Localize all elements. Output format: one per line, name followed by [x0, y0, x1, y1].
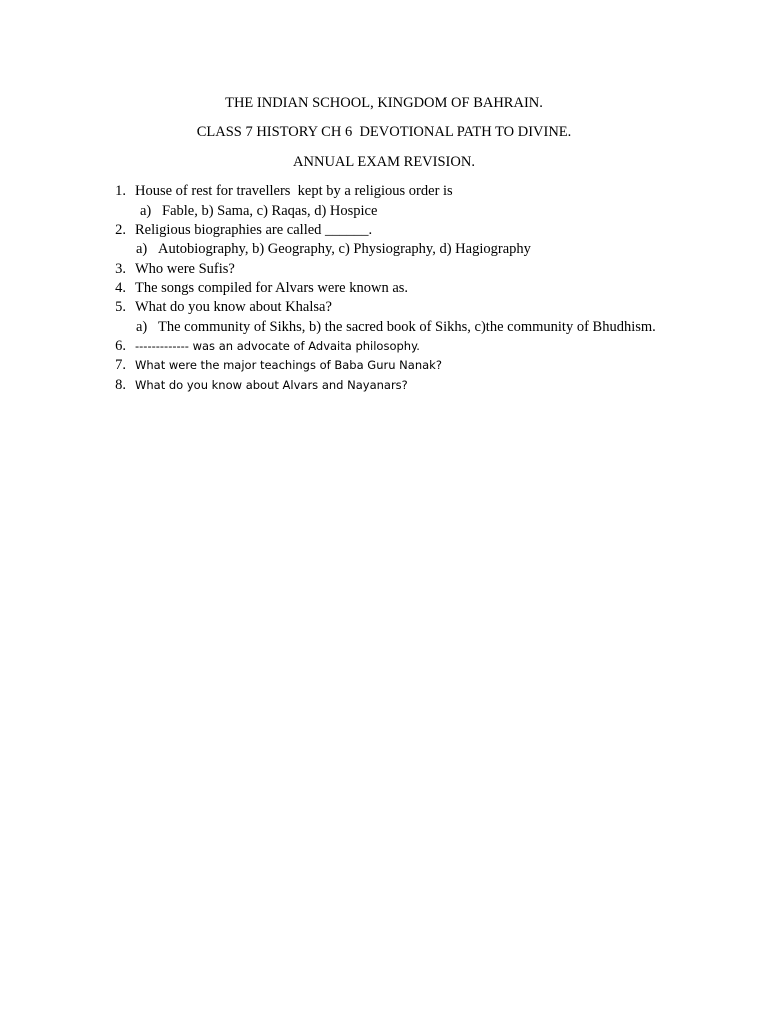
question-text: What do you know about Khalsa? — [135, 299, 332, 315]
question-text: The songs compiled for Alvars were known as. — [135, 280, 409, 296]
question-number: 1. — [115, 183, 126, 199]
question-number: 3. — [115, 261, 126, 277]
question-text: Who were Sufis? — [135, 261, 235, 277]
option-text: The community of Sikhs, b) the sacred book of Sikhs, c)the community of Bhudhism. — [158, 319, 656, 335]
question-text: ------------- was an advocate of Advaita philosophy. — [135, 339, 420, 353]
option-text: Autobiography, b) Geography, c) Physiography, d) Hagiography — [158, 241, 531, 257]
question-text: What were the major teachings of Baba Guru Nanak? — [135, 358, 442, 372]
question-number: 7. — [115, 357, 126, 373]
question-number: 8. — [115, 377, 126, 393]
question-number: 4. — [115, 280, 126, 296]
school-title: THE INDIAN SCHOOL, KINGDOM OF BAHRAIN. — [225, 95, 543, 111]
question-number: 6. — [115, 338, 126, 354]
question-number: 5. — [115, 299, 126, 315]
exam-title: ANNUAL EXAM REVISION. — [293, 154, 475, 170]
class-title: CLASS 7 HISTORY CH 6 DEVOTIONAL PATH TO DIVINE. — [196, 124, 572, 140]
question-text: Religious biographies are called ______. — [135, 222, 373, 238]
question-text: What do you know about Alvars and Nayanars? — [135, 378, 408, 392]
option-letter: a) — [140, 203, 152, 219]
option-letter: a) — [136, 241, 148, 257]
question-number: 2. — [115, 222, 126, 238]
option-text: Fable, b) Sama, c) Raqas, d) Hospice — [162, 203, 378, 219]
option-letter: a) — [136, 319, 148, 335]
question-text: House of rest for travellers kept by a religious order is — [135, 183, 453, 199]
